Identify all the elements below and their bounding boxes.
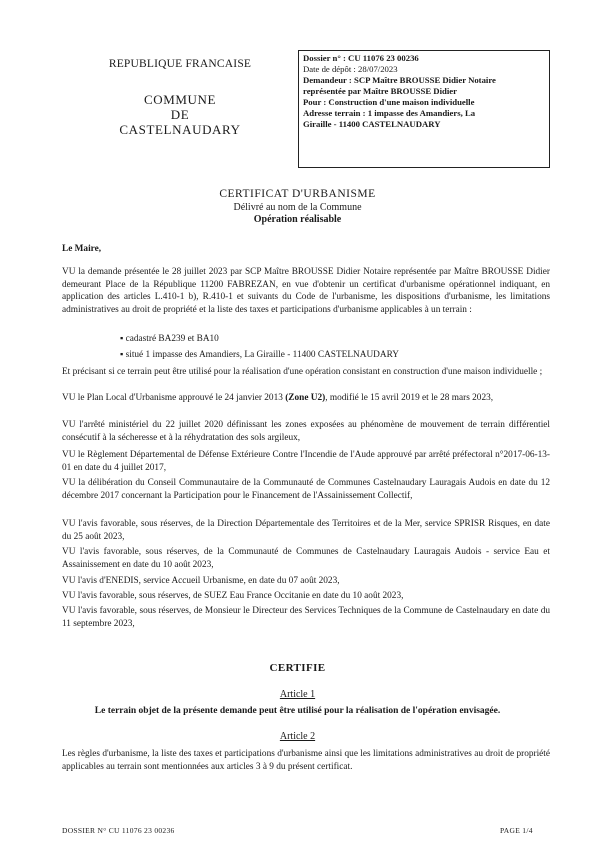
commune-line: CASTELNAUDARY bbox=[119, 122, 241, 137]
salutation: Le Maire, bbox=[62, 244, 102, 254]
commune-heading bbox=[70, 92, 290, 137]
republic-heading: REPUBLIQUE FRANCAISE bbox=[108, 58, 252, 70]
document-title: CERTIFICAT D'URBANISME bbox=[219, 188, 376, 200]
dossier-info-box bbox=[298, 50, 550, 168]
paragraph-purpose: Et précisant si ce terrain peut être utilisé pour la réalisation d'une opération consistant en construction d'une maison individuelle ; bbox=[62, 367, 543, 377]
bullet-cadastre-text: cadastré BA239 et BA10 bbox=[125, 334, 219, 344]
paragraph-services-techniques: VU l'avis favorable, sous réserves, de Monsieur le Directeur des Services Techniques de la Commune de Castelnaudary en date du 11 septembre 2023, bbox=[62, 606, 550, 629]
plu-text-c: , modifié le 15 avril 2019 et le 28 mars 2023, bbox=[325, 393, 494, 403]
land-address: Adresse terrain : 1 impasse des Amandiers, La bbox=[303, 108, 476, 118]
certifie-heading: CERTIFIE bbox=[269, 662, 326, 674]
article-1-title: Article 1 bbox=[279, 689, 316, 700]
article-1-text: Le terrain objet de la présente demande peut être utilisé pour la réalisation de l'opération envisagée. bbox=[94, 706, 501, 716]
paragraph-reglement: VU le Règlement Départemental de Défense Extérieure Contre l'Incendie de l'Aude approuvé par arrêté préfectoral n°2017-06-13-01 en date du 4 juillet 2017, bbox=[62, 450, 550, 473]
applicant-representative: représentée par Maître BROUSSE Didier bbox=[303, 86, 457, 96]
applicant: Demandeur : SCP Maître BROUSSE Didier Notaire bbox=[303, 75, 496, 85]
plu-text-a: VU le Plan Local d'Urbanisme approuvé le 24 janvier 2013 bbox=[62, 393, 286, 403]
paragraph-plu bbox=[62, 392, 550, 405]
commune-line: DE bbox=[170, 107, 190, 122]
operation-status: Opération réalisable bbox=[253, 214, 342, 225]
commune-line: COMMUNE bbox=[143, 92, 217, 107]
paragraph-arrete: VU l'arrêté ministériel du 22 juillet 2020 définissant les zones exposées au phénomène de mouvement de terrain différentiel consécutif à la sécheresse et à la réhydratation des sols argileux, bbox=[62, 420, 550, 443]
purpose: Pour : Construction d'une maison individuelle bbox=[303, 97, 475, 107]
paragraph-request: VU la demande présentée le 28 juillet 2023 par SCP Maître BROUSSE Didier Notaire représentée par Maître BROUSSE Didier demeurant Place de la République 11200 FABREZAN, en vue d'obtenir un certificat d'urbanisme opérationnel indiquant, en application des articles L.410-1 b), R.410-1 et suivants du Code de l'urbanisme, les dispositions d'urbanisme, les limitations administratives au droit de propriété et la liste des taxes et participations d'urbanisme applicables à un terrain : bbox=[62, 267, 550, 315]
footer-dossier: DOSSIER N° CU 11076 23 00236 bbox=[62, 826, 175, 835]
bullet-address-text: situé 1 impasse des Amandiers, La Giraille - 11400 CASTELNAUDARY bbox=[125, 350, 399, 360]
deposit-date: Date de dépôt : 28/07/2023 bbox=[303, 64, 398, 74]
land-address-city: Giraille - 11400 CASTELNAUDARY bbox=[303, 119, 441, 129]
paragraph-communaute: VU l'avis favorable, sous réserves, de la Communauté de Communes de Castelnaudary Lauragais Audois - service Eau et Assainissement en date du 10 août 2023, bbox=[62, 547, 550, 570]
article-2-text: Les règles d'urbanisme, la liste des taxes et participations d'urbanisme ainsi que les limitations administratives au droit de propriété applicables au terrain sont mentionnées aux articles 3 à 9 du présent certificat. bbox=[62, 749, 550, 772]
paragraph-ddtm: VU l'avis favorable, sous réserves, de la Direction Départementale des Territoires et de la Mer, service SPRISR Risques, en date du 25 août 2023, bbox=[62, 519, 550, 542]
bullet-cadastre: ▪ cadastré BA239 et BA10 bbox=[120, 334, 219, 344]
dossier-number: Dossier n° : CU 11076 23 00236 bbox=[303, 53, 419, 63]
footer-page: PAGE 1/4 bbox=[500, 826, 533, 835]
bullet-address: ▪ situé 1 impasse des Amandiers, La Giraille - 11400 CASTELNAUDARY bbox=[120, 350, 399, 360]
plu-zone: (Zone U2) bbox=[285, 393, 326, 403]
paragraph-suez: VU l'avis favorable, sous réserves, de SUEZ Eau France Occitanie en date du 10 août 2023, bbox=[62, 591, 404, 601]
document-subtitle: Délivré au nom de la Commune bbox=[233, 202, 362, 213]
paragraph-deliberation: VU la délibération du Conseil Communautaire de la Communauté de Communes Castelnaudary Lauragais Audois en date du 12 décembre 2017 concernant la Participation pour le Financement de l'Assainissement Collectif, bbox=[62, 478, 550, 501]
paragraph-enedis: VU l'avis d'ENEDIS, service Accueil Urbanisme, en date du 07 août 2023, bbox=[62, 576, 340, 586]
article-2-title: Article 2 bbox=[279, 731, 316, 742]
